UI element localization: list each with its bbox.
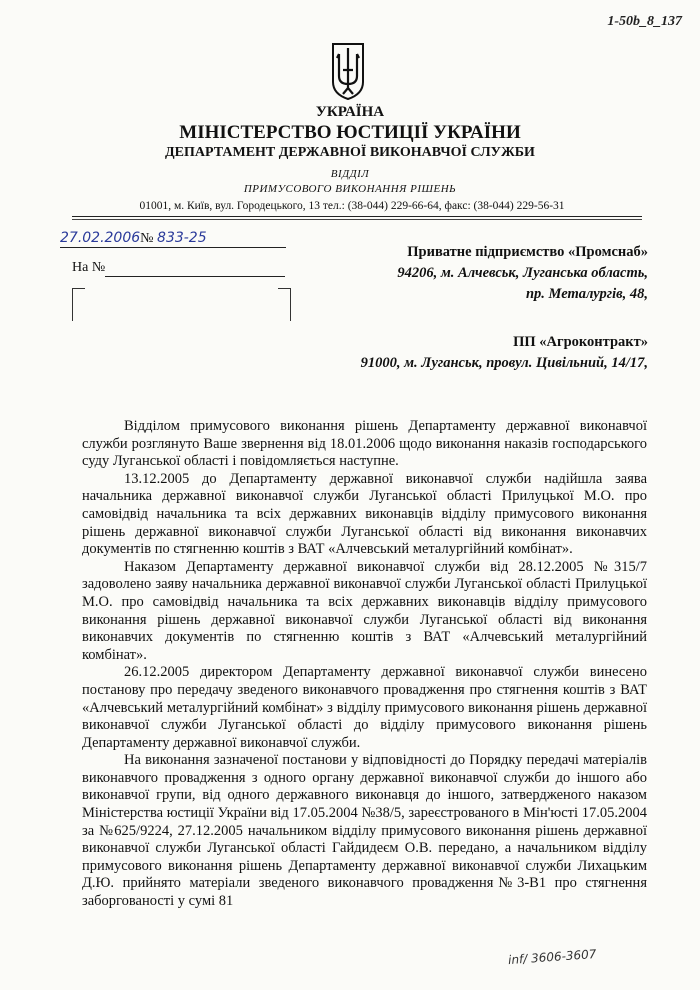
archive-code: 1-50b_8_137 <box>607 14 682 29</box>
recipient-1-name: Приватне підприємство «Промснаб» <box>407 244 648 260</box>
header-address: 01001, м. Київ, вул. Городецького, 13 тел.: (38-044) 229-66-64, факс: (38-044) 229-56-31 <box>139 200 565 212</box>
header-division-2: ПРИМУСОВОГО ВИКОНАННЯ РІШЕНЬ <box>243 183 457 195</box>
header-ministry: МІНІСТЕРСТВО ЮСТИЦІЇ УКРАЇНИ <box>179 122 521 143</box>
outgoing-number: 833-25 <box>157 230 207 246</box>
header-department: ДЕПАРТАМЕНТ ДЕРЖАВНОЇ ВИКОНАВЧОЇ СЛУЖБИ <box>165 145 535 160</box>
recipient-1-address-2: пр. Металургів, 48, <box>525 286 648 302</box>
recipient-2-name: ПП «Агроконтракт» <box>513 334 648 350</box>
outgoing-date: 27.02.2006 <box>60 230 141 246</box>
recipient-1-address-1: 94206, м. Алчевськ, Луганська область, <box>397 265 648 281</box>
paragraph: 26.12.2005 директором Департаменту державної виконавчої служби винесено постанову про передачу зведеного виконавчого провадження про стягнення коштів з ВАТ «Алчевський металургійний комбінат» з відділу примусового виконання рішень державної виконавчої служби Луганської області до відділу примусового виконання рішень Департаменту державної виконавчої служби. <box>82 664 647 751</box>
handwritten-note: inf/ 3606-3607 <box>507 946 597 968</box>
incoming-ref-label: На № <box>72 260 106 275</box>
header-rule-thin <box>72 219 642 220</box>
incoming-reference <box>72 260 285 277</box>
address-bracket-left <box>72 288 85 321</box>
recipient-1 <box>397 242 648 305</box>
paragraph: На виконання зазначеної постанови у відповідності до Порядку передачі матеріалів виконавчого провадження з одного органу державної виконавчої служби до іншого або виконавчої групи, від одного державного виконавця до іншого, затвердженого наказом Міністерства юстиції України від 17.05.2004 №38/5, зареєстрованого в Мін'юсті 17.05.2004 за №625/9224, 27.12.2005 начальником відділу примусового виконання рішень державної виконавчої служби Луганської області Гайдидеєм О.В. передано, а начальником відділу примусового виконання рішень Департаменту державної виконавчої служби Лихацьким Д.Ю. прийнято матеріали зведеного виконавчого провадження№3-В1 про стягнення заборгованості у сумі 81 <box>82 752 647 910</box>
header-division-1: ВІДДІЛ <box>330 168 370 180</box>
trident-coat-of-arms-icon <box>331 42 365 100</box>
paragraph: 13.12.2005 до Департаменту державної виконавчої служби надійшла заява начальника державної виконавчої служби Луганської області Прилуцької М.О. про самовідвід начальника та всіх державних виконавців відділу примусового виконання рішень державної виконавчої служби Луганської області від виконання виконавчих документів по стягненню коштів з ВАТ «Алчевський металургійний комбінат». <box>82 470 647 558</box>
recipient-2-address-1: 91000, м. Луганськ, провул. Цивільний, 14/17, <box>360 355 648 371</box>
header-rule <box>72 216 642 217</box>
letter-body <box>82 418 647 911</box>
header-country: УКРАЇНА <box>315 104 385 120</box>
address-bracket-right <box>278 288 291 321</box>
paragraph: Наказом Департаменту державної виконавчої служби від 28.12.2005 №315/7 задоволено заяву начальника державної виконавчої служби Луганської області Прилуцької М.О. про самовідвід начальника та всіх державних виконавців відділу примусового виконання рішень державної виконавчої служби Луганської області від виконання виконавчих документів по стягненню коштів з ВАТ «Алчевський металургійний комбінат». <box>82 558 647 663</box>
recipient-2 <box>361 332 648 374</box>
outgoing-reference <box>60 230 286 248</box>
paragraph: Відділом примусового виконання рішень Департаменту державної виконавчої служби розглянуто Ваше звернення від 18.01.2006 щодо виконання наказів господарського суду Луганської області і повідомляється наступне. <box>82 418 647 470</box>
outgoing-number-sign: № <box>140 231 154 246</box>
